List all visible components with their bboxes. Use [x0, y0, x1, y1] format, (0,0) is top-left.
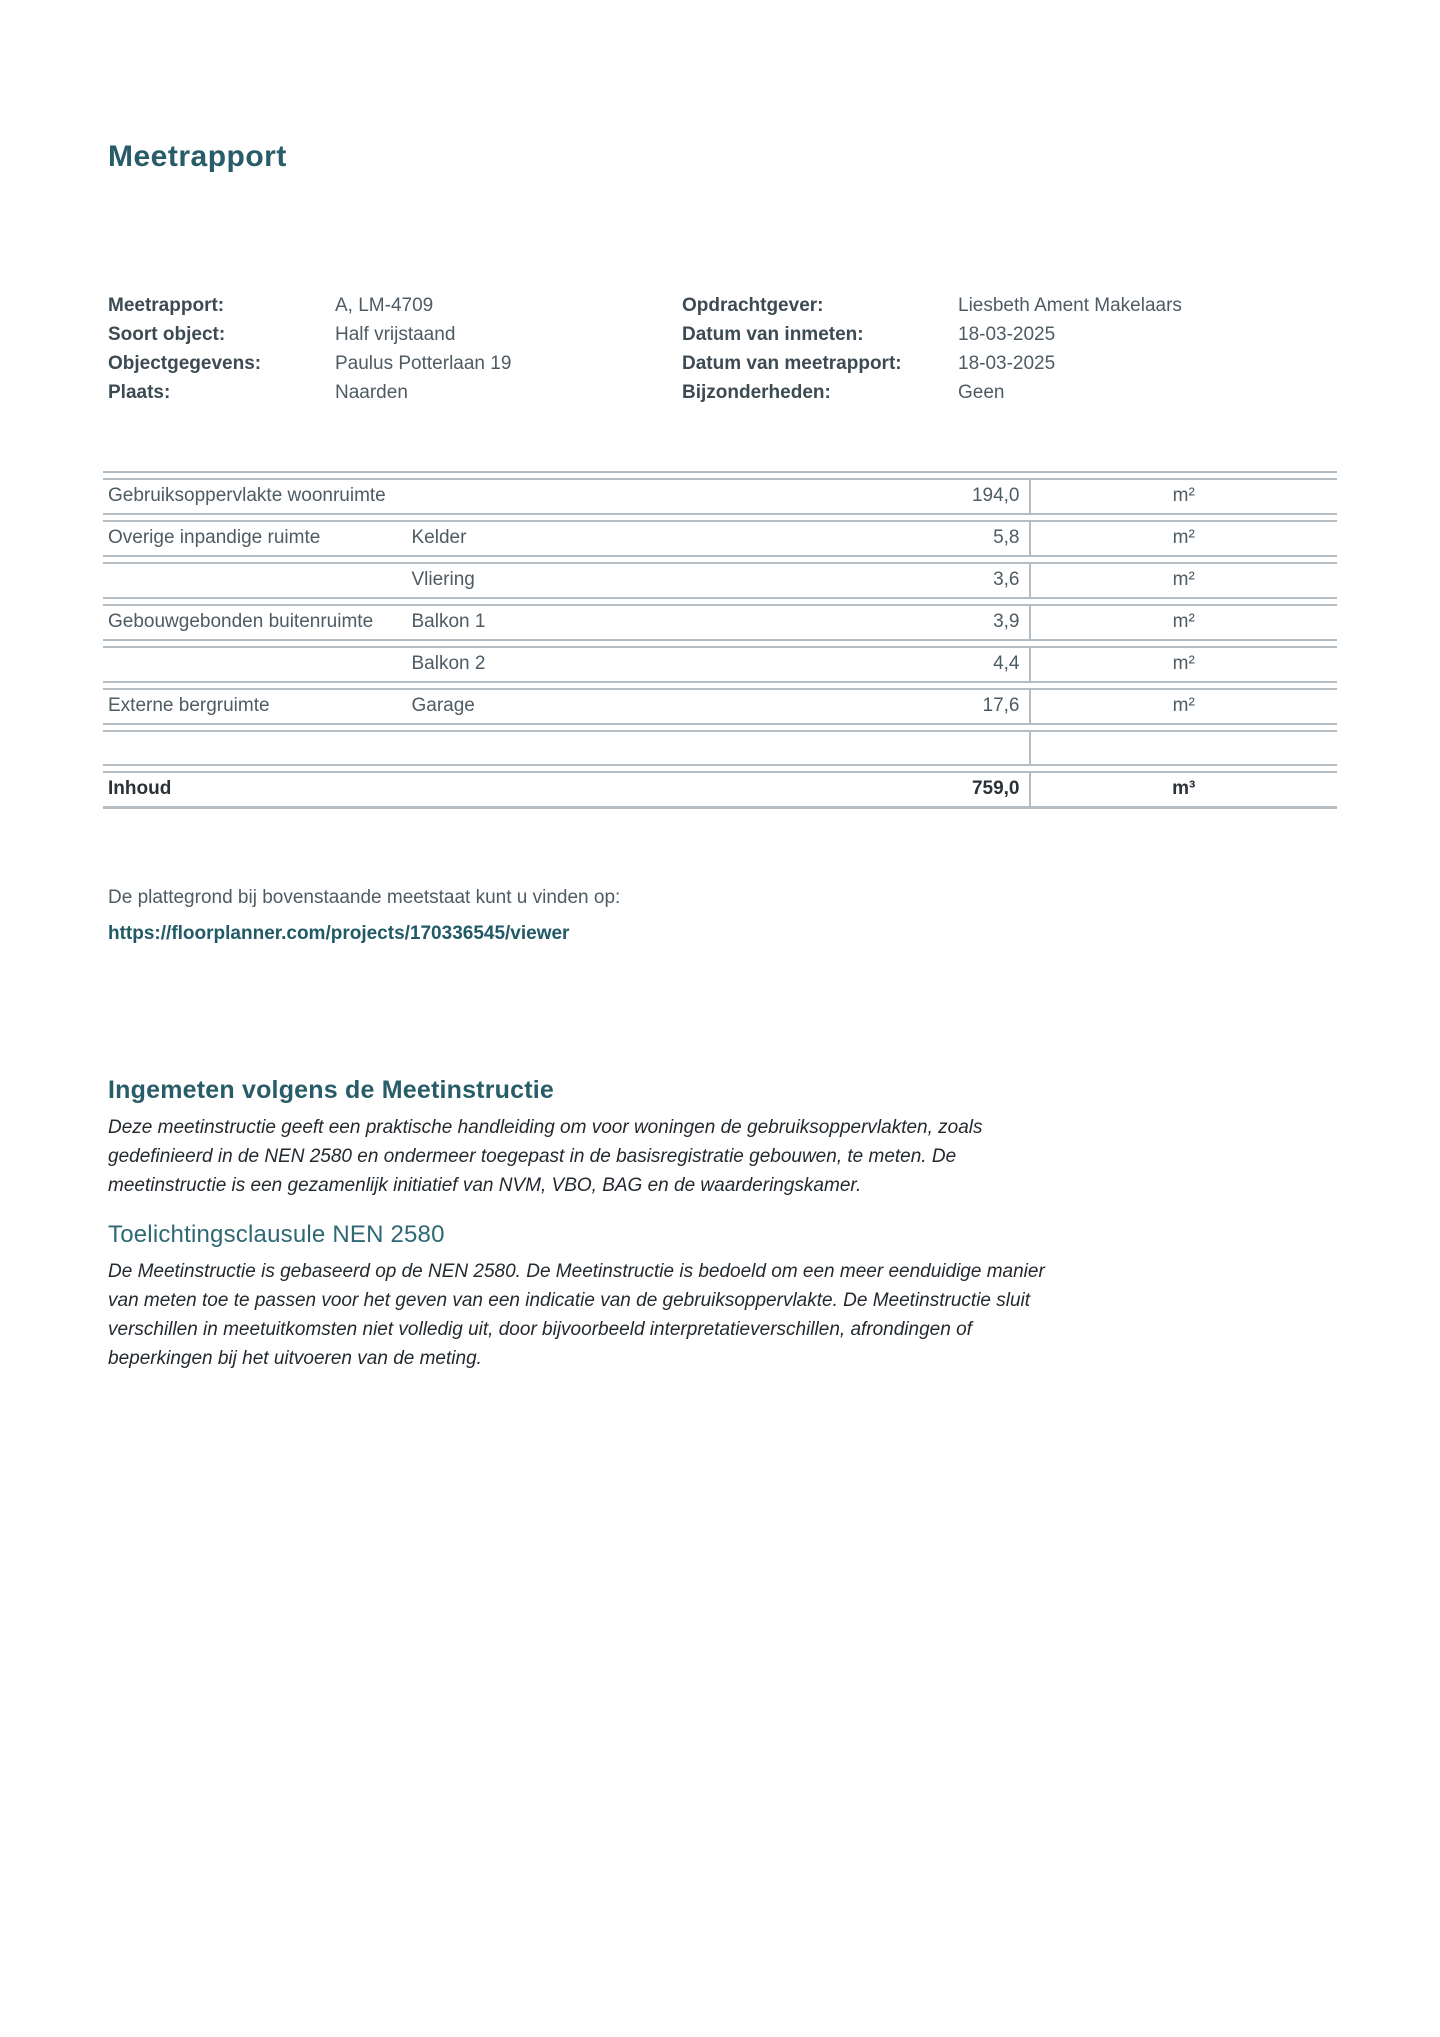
floorplan-intro: De plattegrond bij bovenstaande meetstaat kunt u vinden op: — [108, 887, 621, 908]
table-top-rule-line — [103, 471, 1337, 473]
row-unit: m² — [1029, 688, 1338, 725]
meta-label: Plaats: — [108, 382, 171, 403]
meta-row-datum-meetrapport — [682, 349, 1337, 378]
row-value: 17,6 — [720, 688, 1029, 725]
row-value: 3,6 — [720, 562, 1029, 599]
row-category: Overige inpandige ruimte — [103, 520, 412, 557]
meta-row-soort-object — [108, 320, 682, 349]
row-value: 3,9 — [720, 604, 1029, 641]
row-value: 759,0 — [720, 771, 1029, 809]
row-category — [103, 646, 412, 683]
meta-label: Objectgegevens: — [108, 353, 262, 374]
meta-value: Liesbeth Ament Makelaars — [958, 295, 1182, 316]
row-room: Balkon 2 — [412, 646, 721, 683]
meta-row-meetrapport — [108, 291, 682, 320]
table-row-gebruiksoppervlakte — [103, 478, 1337, 515]
row-category: Inhoud — [103, 771, 412, 809]
section-heading-toelichtingsclausule: Toelichtingsclausule NEN 2580 — [108, 1221, 445, 1248]
section-heading-meetinstructie: Ingemeten volgens de Meetinstructie — [108, 1076, 554, 1104]
meta-label: Opdrachtgever: — [682, 295, 824, 316]
row-unit: m² — [1029, 646, 1338, 683]
row-room — [412, 771, 721, 809]
table-row-inhoud — [103, 771, 1337, 809]
row-unit: m² — [1029, 478, 1338, 515]
meta-row-plaats — [108, 378, 682, 407]
meta-value: A, LM-4709 — [335, 295, 434, 316]
table-row-vliering — [103, 562, 1337, 599]
table-row-balkon-1 — [103, 604, 1337, 641]
row-value: 194,0 — [720, 478, 1029, 515]
meta-value: 18-03-2025 — [958, 353, 1056, 374]
row-category — [103, 562, 412, 599]
row-room: Vliering — [412, 562, 721, 599]
row-category: Externe bergruimte — [103, 688, 412, 725]
table-row-kelder — [103, 520, 1337, 557]
row-value: 5,8 — [720, 520, 1029, 557]
meta-label: Soort object: — [108, 324, 226, 345]
row-value: 4,4 — [720, 646, 1029, 683]
meetinstructie-section — [108, 1076, 1337, 1373]
table-row-balkon-2 — [103, 646, 1337, 683]
floorplan-link[interactable]: https://floorplanner.com/projects/170336545/viewer — [108, 923, 570, 944]
meta-label: Datum van meetrapport: — [682, 353, 902, 374]
row-category — [103, 730, 412, 766]
row-value — [720, 730, 1029, 766]
measurement-table — [103, 466, 1337, 814]
meta-label: Datum van inmeten: — [682, 324, 864, 345]
meta-column-left — [108, 291, 682, 407]
row-category: Gebouwgebonden buitenruimte — [103, 604, 412, 641]
meta-row-opdrachtgever — [682, 291, 1337, 320]
row-unit: m² — [1029, 520, 1338, 557]
row-room: Kelder — [412, 520, 721, 557]
table-top-rule — [103, 471, 1337, 473]
meta-row-bijzonderheden — [682, 378, 1337, 407]
toelichtingsclausule-paragraph: De Meetinstructie is gebaseerd op de NEN 2580. De Meetinstructie is bedoeld om een meer eenduidige manier van meten toe te passen voor het geven van een indicatie van de gebruiksoppervlakte. De Meetinstructie sluit verschillen in meetuitkomsten niet volledig uit, door bijvoorbeeld interpretatieverschillen, afrondingen of beperkingen bij het uitvoeren van de meting. — [108, 1261, 1045, 1369]
row-unit: m³ — [1029, 771, 1338, 809]
meta-label: Meetrapport: — [108, 295, 225, 316]
page-title: Meetrapport — [108, 140, 287, 173]
meetinstructie-paragraph: Deze meetinstructie geeft een praktische handleiding om voor woningen de gebruiksoppervlakten, zoals gedefinieerd in de NEN 2580 en ondermeer toegepast in de basisregistratie gebouwen, te meten. De meetinstructie is een gezamenlijk initiatief van NVM, VBO, BAG en de waarderingskamer. — [108, 1117, 983, 1196]
meta-label: Bijzonderheden: — [682, 382, 831, 403]
row-room — [412, 730, 721, 766]
row-room: Balkon 1 — [412, 604, 721, 641]
table-row-garage — [103, 688, 1337, 725]
row-unit: m² — [1029, 604, 1338, 641]
table-spacer-row — [103, 730, 1337, 766]
row-category: Gebruiksoppervlakte woonruimte — [103, 478, 412, 515]
meta-section — [108, 291, 1337, 407]
meta-value: Paulus Potterlaan 19 — [335, 353, 512, 374]
meta-value: Half vrijstaand — [335, 324, 456, 345]
meta-value: Naarden — [335, 382, 408, 403]
row-unit: m² — [1029, 562, 1338, 599]
meta-value: 18-03-2025 — [958, 324, 1056, 345]
row-unit — [1029, 730, 1338, 766]
meta-column-right — [682, 291, 1337, 407]
floorplan-note — [108, 883, 1337, 948]
meta-value: Geen — [958, 382, 1005, 403]
meta-row-objectgegevens — [108, 349, 682, 378]
meta-row-datum-inmeten — [682, 320, 1337, 349]
row-room — [412, 478, 721, 515]
row-room: Garage — [412, 688, 721, 725]
